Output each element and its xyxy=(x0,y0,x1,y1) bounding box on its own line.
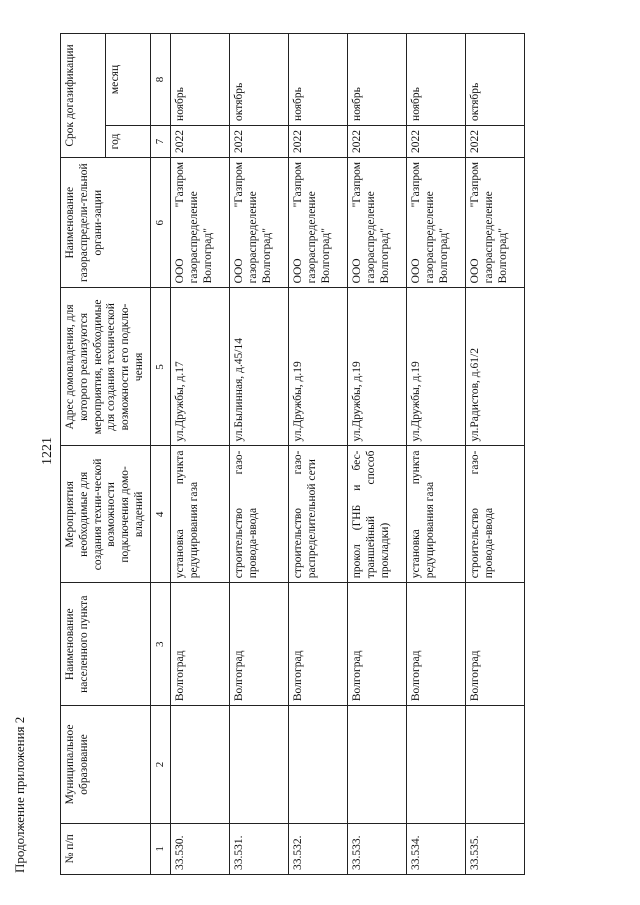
month-value: ноябрь xyxy=(347,34,406,126)
measure-text: установка пункта редуцирования газа xyxy=(406,446,465,583)
column-number: 7 xyxy=(150,125,170,157)
settlement-name: Волгоград xyxy=(406,583,465,706)
column-number: 2 xyxy=(150,706,170,824)
settlement-name: Волгоград xyxy=(170,583,229,706)
organization-name: ООО "Газпром газораспределение Волгоград" xyxy=(406,158,465,288)
settlement-name: Волгоград xyxy=(347,583,406,706)
year-value: 2022 xyxy=(347,125,406,157)
municipality xyxy=(229,706,288,824)
table-body xyxy=(170,34,524,875)
table-row xyxy=(288,34,347,875)
settlement-name: Волгоград xyxy=(465,583,524,706)
col-header-term: Срок догазификации xyxy=(61,34,106,158)
table-row xyxy=(347,34,406,875)
col-header-org: Наименование газораспредели-тельной органи-зации xyxy=(61,158,151,288)
table-row xyxy=(465,34,524,875)
row-number: 33.532. xyxy=(288,823,347,874)
municipality xyxy=(465,706,524,824)
col-header-month: месяц xyxy=(105,34,150,126)
col-header-mo: Муниципальное образование xyxy=(61,706,151,824)
month-value: ноябрь xyxy=(288,34,347,126)
column-number: 4 xyxy=(150,446,170,583)
row-number: 33.535. xyxy=(465,823,524,874)
organization-name: ООО "Газпром газораспределение Волгоград" xyxy=(229,158,288,288)
settlement-name: Волгоград xyxy=(288,583,347,706)
organization-name: ООО "Газпром газораспределение Волгоград" xyxy=(288,158,347,288)
month-value: октябрь xyxy=(465,34,524,126)
municipality xyxy=(406,706,465,824)
year-value: 2022 xyxy=(465,125,524,157)
address-text: ул.Дружбы, д.19 xyxy=(347,288,406,446)
year-value: 2022 xyxy=(170,125,229,157)
header-row xyxy=(61,34,106,875)
appendix-title: Продолжение приложения 2 xyxy=(12,716,27,873)
organization-name: ООО "Газпром газораспределение Волгоград" xyxy=(347,158,406,288)
municipality xyxy=(170,706,229,824)
column-number: 3 xyxy=(150,583,170,706)
address-text: ул.Дружбы, д.17 xyxy=(170,288,229,446)
municipality xyxy=(288,706,347,824)
measure-text: установка пункта редуцирования газа xyxy=(170,446,229,583)
col-header-address: Адрес домовладения, для которого реализуются мероприятия, необходимые для создания технической возможности его подклю-чения xyxy=(61,288,151,446)
address-text: ул.Былинная, д.45/14 xyxy=(229,288,288,446)
month-value: ноябрь xyxy=(406,34,465,126)
organization-name: ООО "Газпром газораспределение Волгоград" xyxy=(170,158,229,288)
year-value: 2022 xyxy=(229,125,288,157)
column-number: 5 xyxy=(150,288,170,446)
measure-text: прокол (ГНБ и бес-траншейный способ прокладки) xyxy=(347,446,406,583)
municipality xyxy=(347,706,406,824)
table-row xyxy=(170,34,229,875)
page-number: 1221 xyxy=(40,437,55,465)
row-number: 33.530. xyxy=(170,823,229,874)
col-header-measure: Мероприятия необходимые для создания техни-ческой возможности подключения домо-владений xyxy=(61,446,151,583)
table-row xyxy=(229,34,288,875)
col-header-city: Наименование населенного пункта xyxy=(61,583,151,706)
row-number: 33.534. xyxy=(406,823,465,874)
year-value: 2022 xyxy=(288,125,347,157)
measure-text: строительство газо-распределительной сети xyxy=(288,446,347,583)
year-value: 2022 xyxy=(406,125,465,157)
column-number: 8 xyxy=(150,34,170,126)
measure-text: строительство газо-провода-ввода xyxy=(465,446,524,583)
column-number-row xyxy=(150,34,170,875)
month-value: ноябрь xyxy=(170,34,229,126)
row-number: 33.531. xyxy=(229,823,288,874)
month-value: октябрь xyxy=(229,34,288,126)
table-row xyxy=(406,34,465,875)
settlement-name: Волгоград xyxy=(229,583,288,706)
col-header-num: № п/п xyxy=(61,823,151,874)
address-text: ул.Дружбы, д.19 xyxy=(288,288,347,446)
column-number: 6 xyxy=(150,158,170,288)
gasification-table xyxy=(60,33,525,875)
address-text: ул.Радистов, д.61/2 xyxy=(465,288,524,446)
address-text: ул.Дружбы, д.19 xyxy=(406,288,465,446)
measure-text: строительство газо-провода-ввода xyxy=(229,446,288,583)
row-number: 33.533. xyxy=(347,823,406,874)
organization-name: ООО "Газпром газораспределение Волгоград" xyxy=(465,158,524,288)
column-number: 1 xyxy=(150,823,170,874)
col-header-year: год xyxy=(105,125,150,157)
